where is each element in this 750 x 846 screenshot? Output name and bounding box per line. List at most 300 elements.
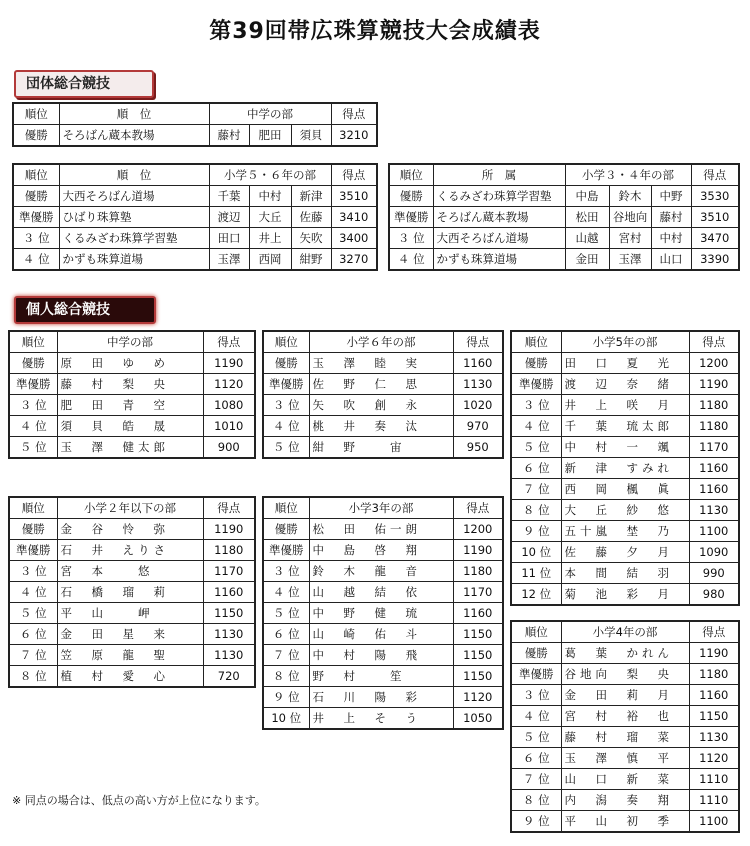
member-cell: 中島 [565, 186, 609, 207]
header-score: 得点 [689, 331, 739, 353]
rank-cell: ３ 位 [389, 228, 433, 249]
member-cell: 佐藤 [291, 207, 331, 228]
score-cell: 1190 [453, 540, 503, 561]
name-cell: 宮 本 悠 [57, 561, 203, 582]
header-rank: 順位 [511, 331, 561, 353]
rank-cell: 優勝 [389, 186, 433, 207]
name-cell: 山 崎 佑 斗 [309, 624, 453, 645]
rank-cell: ８ 位 [9, 666, 57, 688]
score-cell: 3470 [691, 228, 739, 249]
score-cell: 900 [203, 437, 255, 459]
school-cell: 大西そろばん道場 [433, 228, 565, 249]
table-header-row [263, 497, 503, 519]
rank-cell: ３ 位 [263, 395, 309, 416]
member-cell: 鈴木 [609, 186, 651, 207]
rank-cell: ６ 位 [511, 458, 561, 479]
name-cell: 玉 澤 健太郎 [57, 437, 203, 459]
name-cell: 藤 村 梨 央 [57, 374, 203, 395]
score-cell: 950 [453, 437, 503, 459]
table-row [9, 519, 255, 540]
score-cell: 1180 [203, 540, 255, 561]
rank-cell: ３ 位 [511, 685, 561, 706]
table-row [13, 249, 377, 271]
rank-cell: 優勝 [13, 186, 59, 207]
table-row [263, 624, 503, 645]
name-cell: 矢 吹 創 永 [309, 395, 453, 416]
header-score: 得点 [331, 164, 377, 186]
name-cell: 野 村 笙 [309, 666, 453, 687]
table-row [389, 207, 739, 228]
rank-cell: 12 位 [511, 584, 561, 606]
table-row [511, 563, 739, 584]
rank-cell: ３ 位 [13, 228, 59, 249]
table-row [511, 542, 739, 563]
name-cell: 井 上 咲 月 [561, 395, 689, 416]
rank-cell: ５ 位 [9, 603, 57, 624]
rank-cell: ４ 位 [389, 249, 433, 271]
table-row [511, 500, 739, 521]
rank-cell: ８ 位 [263, 666, 309, 687]
table-row [389, 228, 739, 249]
score-cell: 1110 [689, 790, 739, 811]
rank-cell: 準優勝 [263, 374, 309, 395]
name-cell: 渡 辺 奈 緒 [561, 374, 689, 395]
score-cell: 1200 [689, 353, 739, 374]
rank-cell: ５ 位 [511, 727, 561, 748]
table-row [511, 811, 739, 833]
table-row [263, 437, 503, 459]
header-rank: 順位 [263, 331, 309, 353]
member-cell: 矢吹 [291, 228, 331, 249]
table-header-row [9, 497, 255, 519]
table-row [13, 228, 377, 249]
name-cell: 笠 原 龍 聖 [57, 645, 203, 666]
rank-cell: ６ 位 [511, 748, 561, 769]
score-cell: 1160 [453, 603, 503, 624]
name-cell: 山 口 新 菜 [561, 769, 689, 790]
member-cell: 大丘 [249, 207, 291, 228]
member-cell: 山越 [565, 228, 609, 249]
rank-cell: ７ 位 [263, 645, 309, 666]
team-table-grade-3-4 [388, 163, 740, 271]
table-row [263, 395, 503, 416]
header-score: 得点 [689, 621, 739, 643]
name-cell: 五十嵐 埜 乃 [561, 521, 689, 542]
rank-cell: 10 位 [263, 708, 309, 730]
table-row [511, 769, 739, 790]
rank-cell: 準優勝 [9, 374, 57, 395]
score-cell: 1130 [689, 727, 739, 748]
name-cell: 佐 野 仁 思 [309, 374, 453, 395]
member-cell: 藤村 [209, 125, 249, 147]
score-cell: 3510 [691, 207, 739, 228]
score-cell: 1200 [453, 519, 503, 540]
table-row [263, 666, 503, 687]
member-cell: 宮村 [609, 228, 651, 249]
table-row [263, 540, 503, 561]
name-cell: 金 田 星 来 [57, 624, 203, 645]
score-cell: 1180 [453, 561, 503, 582]
score-cell: 1180 [689, 664, 739, 685]
table-row [263, 603, 503, 624]
rank-cell: ７ 位 [9, 645, 57, 666]
header-rank: 順位 [13, 103, 59, 125]
rank-cell: 優勝 [263, 353, 309, 374]
school-cell: ひばり珠算塾 [59, 207, 209, 228]
rank-cell: ６ 位 [263, 624, 309, 645]
table-row [511, 374, 739, 395]
score-cell: 3400 [331, 228, 377, 249]
table-row [511, 479, 739, 500]
table-row [389, 186, 739, 207]
table-row [263, 561, 503, 582]
score-cell: 1160 [689, 685, 739, 706]
table-row [511, 664, 739, 685]
rank-cell: ７ 位 [511, 479, 561, 500]
table-row [511, 458, 739, 479]
rank-cell: 優勝 [13, 125, 59, 147]
individual-table-grade-6 [262, 330, 504, 459]
tie-break-note: ※ 同点の場合は、低点の高い方が上位になります。 [12, 794, 266, 807]
table-row [9, 603, 255, 624]
name-cell: 千 葉 琉太郎 [561, 416, 689, 437]
name-cell: 中 島 啓 翔 [309, 540, 453, 561]
name-cell: 紺 野 宙 [309, 437, 453, 459]
rank-cell: ５ 位 [263, 603, 309, 624]
table-row [9, 561, 255, 582]
table-row [9, 666, 255, 688]
member-cell: 谷地向 [609, 207, 651, 228]
rank-cell: ９ 位 [511, 811, 561, 833]
header-school: 順 位 [59, 103, 209, 125]
school-cell: くるみざわ珠算学習塾 [433, 186, 565, 207]
table-row [263, 645, 503, 666]
member-cell: 肥田 [249, 125, 291, 147]
score-cell: 3390 [691, 249, 739, 271]
rank-cell: ９ 位 [263, 687, 309, 708]
table-row [511, 727, 739, 748]
individual-table-grade-4 [510, 620, 740, 833]
name-cell: 石 井 えりさ [57, 540, 203, 561]
member-cell: 千葉 [209, 186, 249, 207]
name-cell: 鈴 木 龍 音 [309, 561, 453, 582]
score-cell: 1110 [689, 769, 739, 790]
score-cell: 1150 [203, 603, 255, 624]
table-row [9, 624, 255, 645]
member-cell: 須貝 [291, 125, 331, 147]
rank-cell: ４ 位 [511, 706, 561, 727]
individual-table-grade-5 [510, 330, 740, 606]
member-cell: 金田 [565, 249, 609, 271]
header-score: 得点 [691, 164, 739, 186]
score-cell: 1090 [689, 542, 739, 563]
table-row [9, 416, 255, 437]
score-cell: 3410 [331, 207, 377, 228]
table-row [511, 416, 739, 437]
header-division: 小学６年の部 [309, 331, 453, 353]
table-row [9, 353, 255, 374]
individual-table-junior-high [8, 330, 256, 459]
table-row [13, 207, 377, 228]
table-row [13, 186, 377, 207]
header-division: 小学5年の部 [561, 331, 689, 353]
table-header-row [511, 621, 739, 643]
rank-cell: ６ 位 [9, 624, 57, 645]
table-row [263, 374, 503, 395]
score-cell: 1150 [689, 706, 739, 727]
table-row [263, 687, 503, 708]
member-cell: 渡辺 [209, 207, 249, 228]
rank-cell: ５ 位 [263, 437, 309, 459]
team-table-junior-high [12, 102, 378, 147]
score-cell: 1120 [453, 687, 503, 708]
score-cell: 1080 [203, 395, 255, 416]
name-cell: 内 潟 奏 翔 [561, 790, 689, 811]
rank-cell: ３ 位 [9, 395, 57, 416]
score-cell: 1180 [689, 416, 739, 437]
page-title: 第39回帯広珠算競技大会成績表 [209, 19, 541, 44]
header-score: 得点 [203, 497, 255, 519]
rank-cell: 準優勝 [511, 664, 561, 685]
section-label-team: 団体総合競技 [14, 70, 154, 98]
name-cell: 藤 村 瑠 菜 [561, 727, 689, 748]
table-header-row [511, 331, 739, 353]
rank-cell: 優勝 [9, 353, 57, 374]
score-cell: 3510 [331, 186, 377, 207]
name-cell: 玉 澤 慎 平 [561, 748, 689, 769]
score-cell: 1100 [689, 521, 739, 542]
name-cell: 松 田 佑一朗 [309, 519, 453, 540]
table-row [9, 374, 255, 395]
rank-cell: ３ 位 [263, 561, 309, 582]
table-row [263, 708, 503, 730]
score-cell: 1190 [689, 643, 739, 664]
member-cell: 中野 [651, 186, 691, 207]
score-cell: 1130 [203, 645, 255, 666]
name-cell: 新 津 すみれ [561, 458, 689, 479]
header-rank: 順位 [9, 331, 57, 353]
member-cell: 玉澤 [209, 249, 249, 271]
header-rank: 順位 [263, 497, 309, 519]
table-row [511, 437, 739, 458]
score-cell: 3210 [331, 125, 377, 147]
table-row [511, 521, 739, 542]
name-cell: 平 山 初 季 [561, 811, 689, 833]
name-cell: 石 川 陽 彩 [309, 687, 453, 708]
score-cell: 1190 [203, 353, 255, 374]
school-cell: かずも珠算道場 [433, 249, 565, 271]
score-cell: 1100 [689, 811, 739, 833]
table-header-row [263, 331, 503, 353]
member-cell: 山口 [651, 249, 691, 271]
name-cell: 宮 村 裕 也 [561, 706, 689, 727]
member-cell: 松田 [565, 207, 609, 228]
name-cell: 中 野 健 琉 [309, 603, 453, 624]
score-cell: 1130 [453, 374, 503, 395]
rank-cell: ４ 位 [13, 249, 59, 271]
name-cell: 中 村 一 颯 [561, 437, 689, 458]
individual-table-grade-2-under [8, 496, 256, 688]
score-cell: 1150 [453, 666, 503, 687]
header-score: 得点 [331, 103, 377, 125]
header-school: 所 属 [433, 164, 565, 186]
header-division: 中学の部 [209, 103, 331, 125]
score-cell: 1120 [689, 748, 739, 769]
rank-cell: 準優勝 [263, 540, 309, 561]
name-cell: 金 田 莉 月 [561, 685, 689, 706]
score-cell: 1160 [453, 353, 503, 374]
individual-table-grade-3 [262, 496, 504, 730]
name-cell: 須 貝 皓 晟 [57, 416, 203, 437]
table-header-row [9, 331, 255, 353]
member-cell: 紺野 [291, 249, 331, 271]
table-row [263, 353, 503, 374]
rank-cell: 優勝 [511, 643, 561, 664]
table-row [511, 584, 739, 606]
score-cell: 1180 [689, 395, 739, 416]
name-cell: 田 口 夏 光 [561, 353, 689, 374]
member-cell: 新津 [291, 186, 331, 207]
rank-cell: ４ 位 [9, 582, 57, 603]
name-cell: 金 谷 怜 弥 [57, 519, 203, 540]
rank-cell: 準優勝 [13, 207, 59, 228]
score-cell: 970 [453, 416, 503, 437]
name-cell: 桃 井 奏 汰 [309, 416, 453, 437]
rank-cell: 優勝 [9, 519, 57, 540]
member-cell: 井上 [249, 228, 291, 249]
table-row [511, 353, 739, 374]
rank-cell: ５ 位 [9, 437, 57, 459]
score-cell: 1190 [203, 519, 255, 540]
score-cell: 1010 [203, 416, 255, 437]
name-cell: 肥 田 青 空 [57, 395, 203, 416]
table-row [511, 643, 739, 664]
score-cell: 3530 [691, 186, 739, 207]
score-cell: 1170 [453, 582, 503, 603]
table-row [511, 790, 739, 811]
rank-cell: 11 位 [511, 563, 561, 584]
table-header-row [13, 103, 377, 125]
table-header-row [389, 164, 739, 186]
table-row [511, 395, 739, 416]
table-row [511, 706, 739, 727]
name-cell: 中 村 陽 飛 [309, 645, 453, 666]
score-cell: 1190 [689, 374, 739, 395]
name-cell: 植 村 愛 心 [57, 666, 203, 688]
score-cell: 1050 [453, 708, 503, 730]
header-division: 小学3年の部 [309, 497, 453, 519]
rank-cell: 優勝 [263, 519, 309, 540]
rank-cell: ８ 位 [511, 500, 561, 521]
school-cell: そろばん蔵本教場 [433, 207, 565, 228]
rank-cell: ３ 位 [511, 395, 561, 416]
score-cell: 1150 [453, 624, 503, 645]
member-cell: 中村 [249, 186, 291, 207]
school-cell: くるみざわ珠算学習塾 [59, 228, 209, 249]
score-cell: 3270 [331, 249, 377, 271]
score-cell: 1160 [689, 479, 739, 500]
rank-cell: 準優勝 [511, 374, 561, 395]
name-cell: 山 越 結 依 [309, 582, 453, 603]
table-row [511, 685, 739, 706]
score-cell: 1120 [203, 374, 255, 395]
rank-cell: 優勝 [511, 353, 561, 374]
header-division: 小学５・６年の部 [209, 164, 331, 186]
score-cell: 720 [203, 666, 255, 688]
table-row [389, 249, 739, 271]
header-rank: 順位 [511, 621, 561, 643]
table-row [13, 125, 377, 147]
score-cell: 1130 [203, 624, 255, 645]
member-cell: 中村 [651, 228, 691, 249]
school-cell: 大西そろばん道場 [59, 186, 209, 207]
score-cell: 1170 [689, 437, 739, 458]
name-cell: 西 岡 楓 眞 [561, 479, 689, 500]
school-cell: かずも珠算道場 [59, 249, 209, 271]
member-cell: 田口 [209, 228, 249, 249]
header-rank: 順位 [389, 164, 433, 186]
header-division: 中学の部 [57, 331, 203, 353]
header-score: 得点 [453, 497, 503, 519]
name-cell: 原 田 ゆ め [57, 353, 203, 374]
table-row [263, 416, 503, 437]
score-cell: 1160 [689, 458, 739, 479]
member-cell: 玉澤 [609, 249, 651, 271]
name-cell: 佐 藤 夕 月 [561, 542, 689, 563]
header-division: 小学３・４年の部 [565, 164, 691, 186]
name-cell: 本 間 結 羽 [561, 563, 689, 584]
header-division: 小学4年の部 [561, 621, 689, 643]
name-cell: 井 上 そ う [309, 708, 453, 730]
table-row [9, 540, 255, 561]
table-row [263, 519, 503, 540]
header-score: 得点 [453, 331, 503, 353]
rank-cell: 準優勝 [9, 540, 57, 561]
rank-cell: ５ 位 [511, 437, 561, 458]
header-division: 小学２年以下の部 [57, 497, 203, 519]
member-cell: 藤村 [651, 207, 691, 228]
name-cell: 菊 池 彩 月 [561, 584, 689, 606]
header-score: 得点 [203, 331, 255, 353]
table-row [9, 582, 255, 603]
rank-cell: ４ 位 [511, 416, 561, 437]
table-row [511, 748, 739, 769]
rank-cell: 準優勝 [389, 207, 433, 228]
rank-cell: ８ 位 [511, 790, 561, 811]
rank-cell: ４ 位 [263, 582, 309, 603]
name-cell: 葛 葉 かれん [561, 643, 689, 664]
score-cell: 1160 [203, 582, 255, 603]
score-cell: 1130 [689, 500, 739, 521]
team-table-grade-5-6 [12, 163, 378, 271]
score-cell: 990 [689, 563, 739, 584]
score-cell: 1020 [453, 395, 503, 416]
score-cell: 1170 [203, 561, 255, 582]
score-cell: 1150 [453, 645, 503, 666]
header-rank: 順位 [9, 497, 57, 519]
rank-cell: 10 位 [511, 542, 561, 563]
score-cell: 980 [689, 584, 739, 606]
table-row [9, 437, 255, 459]
rank-cell: ３ 位 [9, 561, 57, 582]
name-cell: 大 丘 紗 悠 [561, 500, 689, 521]
rank-cell: ４ 位 [263, 416, 309, 437]
table-header-row [13, 164, 377, 186]
rank-cell: ９ 位 [511, 521, 561, 542]
rank-cell: ７ 位 [511, 769, 561, 790]
table-row [9, 395, 255, 416]
name-cell: 谷地向 梨 央 [561, 664, 689, 685]
